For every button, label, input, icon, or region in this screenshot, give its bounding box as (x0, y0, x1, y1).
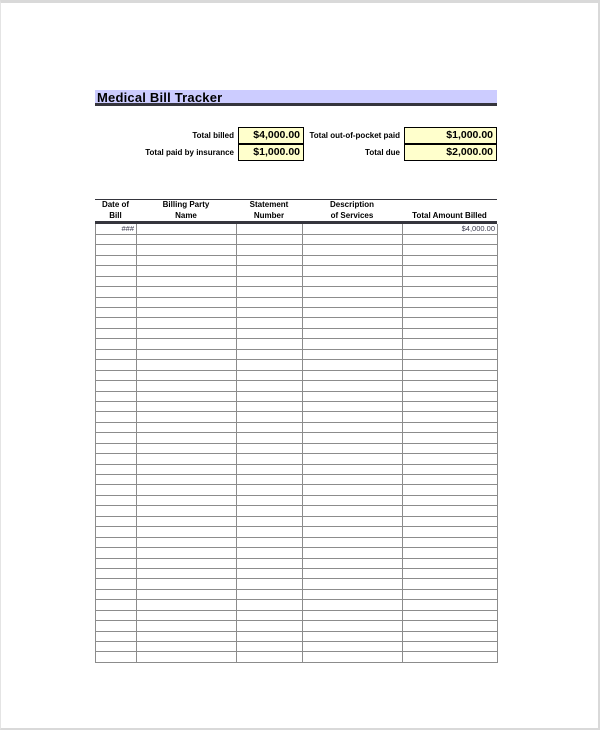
table-row-empty (96, 339, 498, 349)
table-row-empty (96, 328, 498, 338)
cell-description-of-services[interactable] (303, 516, 403, 526)
cell-statement-number[interactable] (237, 234, 303, 244)
table-row-empty (96, 652, 498, 662)
column-header-billing-party-name: Billing Party Name (162, 200, 210, 220)
cell-date-of-bill[interactable] (96, 558, 137, 568)
cell-billing-party-name[interactable] (137, 433, 237, 443)
cell-billing-party-name[interactable] (137, 224, 237, 234)
cell-description-of-services[interactable] (303, 631, 403, 641)
cell-date-of-bill[interactable] (96, 642, 137, 652)
cell-statement-number[interactable] (237, 245, 303, 255)
cell-date-of-bill[interactable] (96, 255, 137, 265)
cell-date-of-bill[interactable] (96, 589, 137, 599)
table-row-empty (96, 464, 498, 474)
cell-total-amount-billed[interactable] (403, 287, 498, 297)
cell-date-of-bill[interactable] (96, 381, 137, 391)
cell-date-of-bill[interactable] (96, 318, 137, 328)
cell-date-of-bill[interactable] (96, 475, 137, 485)
table-row-empty (96, 360, 498, 370)
cell-billing-party-name[interactable] (137, 579, 237, 589)
cell-statement-number[interactable] (237, 433, 303, 443)
cell-total-amount-billed[interactable] (403, 568, 498, 578)
total-billed-value[interactable]: $4,000.00 (238, 127, 304, 144)
cell-description-of-services[interactable] (303, 485, 403, 495)
cell-statement-number[interactable] (237, 495, 303, 505)
cell-billing-party-name[interactable] (137, 422, 237, 432)
cell-total-amount-billed[interactable] (403, 610, 498, 620)
table-row-empty (96, 308, 498, 318)
cell-description-of-services[interactable] (303, 308, 403, 318)
cell-date-of-bill[interactable] (96, 412, 137, 422)
cell-date-of-bill[interactable] (96, 506, 137, 516)
cell-statement-number[interactable] (237, 579, 303, 589)
cell-statement-number[interactable] (237, 475, 303, 485)
cell-date-of-bill[interactable] (96, 422, 137, 432)
cell-statement-number[interactable] (237, 349, 303, 359)
cell-date-of-bill[interactable] (96, 652, 137, 662)
cell-description-of-services[interactable] (303, 537, 403, 547)
summary-section (95, 127, 497, 161)
cell-billing-party-name[interactable] (137, 318, 237, 328)
table-row-empty (96, 287, 498, 297)
cell-total-amount-billed[interactable] (403, 443, 498, 453)
cell-statement-number[interactable] (237, 255, 303, 265)
cell-statement-number[interactable] (237, 568, 303, 578)
cell-billing-party-name[interactable] (137, 568, 237, 578)
table-row-empty (96, 579, 498, 589)
cell-billing-party-name[interactable] (137, 412, 237, 422)
cell-date-of-bill[interactable] (96, 328, 137, 338)
table-row-empty (96, 266, 498, 276)
cell-statement-number[interactable] (237, 548, 303, 558)
total-paid-by-insurance-label: Total paid by insurance (145, 148, 234, 157)
cell-total-amount-billed[interactable] (403, 328, 498, 338)
cell-description-of-services[interactable] (303, 318, 403, 328)
cell-statement-number[interactable] (237, 621, 303, 631)
cell-date-of-bill[interactable] (96, 370, 137, 380)
cell-date-of-bill[interactable] (96, 297, 137, 307)
cell-date-of-bill[interactable] (96, 631, 137, 641)
cell-statement-number[interactable] (237, 652, 303, 662)
cell-billing-party-name[interactable] (137, 245, 237, 255)
table-row-empty (96, 401, 498, 411)
cell-statement-number[interactable] (237, 381, 303, 391)
cell-total-amount-billed[interactable] (403, 475, 498, 485)
cell-date-of-bill[interactable] (96, 485, 137, 495)
cell-billing-party-name[interactable] (137, 475, 237, 485)
cell-billing-party-name[interactable] (137, 652, 237, 662)
table-row-empty (96, 391, 498, 401)
cell-description-of-services[interactable] (303, 245, 403, 255)
table-row-empty (96, 454, 498, 464)
total-due-label: Total due (365, 148, 400, 157)
cell-description-of-services[interactable] (303, 589, 403, 599)
cell-date-of-bill[interactable]: ### (96, 224, 137, 234)
cell-description-of-services[interactable] (303, 464, 403, 474)
cell-statement-number[interactable] (237, 516, 303, 526)
cell-statement-number[interactable] (237, 266, 303, 276)
cell-total-amount-billed[interactable] (403, 464, 498, 474)
table-row-empty (96, 422, 498, 432)
cell-billing-party-name[interactable] (137, 255, 237, 265)
cell-statement-number[interactable] (237, 318, 303, 328)
cell-total-amount-billed[interactable] (403, 391, 498, 401)
cell-billing-party-name[interactable] (137, 527, 237, 537)
cell-date-of-bill[interactable] (96, 579, 137, 589)
cell-description-of-services[interactable] (303, 339, 403, 349)
cell-date-of-bill[interactable] (96, 433, 137, 443)
cell-description-of-services[interactable] (303, 454, 403, 464)
cell-date-of-bill[interactable] (96, 443, 137, 453)
cell-total-amount-billed[interactable] (403, 516, 498, 526)
cell-description-of-services[interactable] (303, 579, 403, 589)
cell-description-of-services[interactable] (303, 276, 403, 286)
cell-date-of-bill[interactable] (96, 495, 137, 505)
table-row-empty (96, 370, 498, 380)
cell-total-amount-billed[interactable] (403, 276, 498, 286)
cell-total-amount-billed[interactable] (403, 642, 498, 652)
cell-description-of-services[interactable] (303, 475, 403, 485)
cell-date-of-bill[interactable] (96, 621, 137, 631)
cell-statement-number[interactable] (237, 600, 303, 610)
cell-billing-party-name[interactable] (137, 495, 237, 505)
cell-description-of-services[interactable] (303, 412, 403, 422)
cell-billing-party-name[interactable] (137, 621, 237, 631)
cell-total-amount-billed[interactable] (403, 589, 498, 599)
cell-billing-party-name[interactable] (137, 328, 237, 338)
cell-date-of-bill[interactable] (96, 454, 137, 464)
cell-billing-party-name[interactable] (137, 506, 237, 516)
table-row-empty (96, 558, 498, 568)
cell-date-of-bill[interactable] (96, 245, 137, 255)
total-paid-by-insurance-value[interactable]: $1,000.00 (238, 144, 304, 161)
column-header-date-of-bill: Date of Bill (101, 200, 130, 220)
cell-date-of-bill[interactable] (96, 401, 137, 411)
cell-total-amount-billed[interactable] (403, 454, 498, 464)
cell-billing-party-name[interactable] (137, 266, 237, 276)
cell-billing-party-name[interactable] (137, 443, 237, 453)
cell-billing-party-name[interactable] (137, 631, 237, 641)
cell-total-amount-billed[interactable] (403, 600, 498, 610)
cell-date-of-bill[interactable] (96, 600, 137, 610)
cell-description-of-services[interactable] (303, 255, 403, 265)
cell-total-amount-billed[interactable] (403, 558, 498, 568)
cell-billing-party-name[interactable] (137, 537, 237, 547)
cell-description-of-services[interactable] (303, 297, 403, 307)
cell-total-amount-billed[interactable] (403, 527, 498, 537)
cell-description-of-services[interactable] (303, 266, 403, 276)
table-row-empty (96, 381, 498, 391)
cell-statement-number[interactable] (237, 370, 303, 380)
table-row-empty (96, 475, 498, 485)
total-out-of-pocket-paid-value[interactable]: $1,000.00 (404, 127, 497, 144)
cell-description-of-services[interactable] (303, 610, 403, 620)
cell-statement-number[interactable] (237, 610, 303, 620)
cell-description-of-services[interactable] (303, 548, 403, 558)
column-header-statement-number: Statement Number (249, 200, 289, 220)
table-row-empty (96, 600, 498, 610)
cell-statement-number[interactable] (237, 276, 303, 286)
table-row-empty (96, 495, 498, 505)
cell-billing-party-name[interactable] (137, 360, 237, 370)
table-row-filled (96, 224, 498, 234)
cell-date-of-bill[interactable] (96, 308, 137, 318)
cell-statement-number[interactable] (237, 328, 303, 338)
cell-description-of-services[interactable] (303, 600, 403, 610)
cell-total-amount-billed[interactable] (403, 412, 498, 422)
cell-date-of-bill[interactable] (96, 266, 137, 276)
cell-total-amount-billed[interactable]: $4,000.00 (403, 224, 498, 234)
cell-billing-party-name[interactable] (137, 287, 237, 297)
cell-description-of-services[interactable] (303, 349, 403, 359)
cell-statement-number[interactable] (237, 297, 303, 307)
table-row-empty (96, 506, 498, 516)
sheet-content (95, 90, 497, 663)
cell-description-of-services[interactable] (303, 433, 403, 443)
table-row-empty (96, 642, 498, 652)
cell-description-of-services[interactable] (303, 234, 403, 244)
cell-statement-number[interactable] (237, 391, 303, 401)
cell-date-of-bill[interactable] (96, 360, 137, 370)
cell-total-amount-billed[interactable] (403, 652, 498, 662)
cell-statement-number[interactable] (237, 443, 303, 453)
cell-date-of-bill[interactable] (96, 548, 137, 558)
cell-statement-number[interactable] (237, 412, 303, 422)
table-row-empty (96, 631, 498, 641)
cell-date-of-bill[interactable] (96, 349, 137, 359)
cell-description-of-services[interactable] (303, 422, 403, 432)
cell-billing-party-name[interactable] (137, 464, 237, 474)
cell-total-amount-billed[interactable] (403, 297, 498, 307)
cell-total-amount-billed[interactable] (403, 370, 498, 380)
cell-statement-number[interactable] (237, 339, 303, 349)
cell-total-amount-billed[interactable] (403, 631, 498, 641)
cell-total-amount-billed[interactable] (403, 495, 498, 505)
cell-total-amount-billed[interactable] (403, 433, 498, 443)
cell-total-amount-billed[interactable] (403, 548, 498, 558)
cell-billing-party-name[interactable] (137, 391, 237, 401)
cell-billing-party-name[interactable] (137, 297, 237, 307)
cell-description-of-services[interactable] (303, 527, 403, 537)
cell-date-of-bill[interactable] (96, 276, 137, 286)
table-row-empty (96, 255, 498, 265)
table-row-empty (96, 568, 498, 578)
column-header-description-of-services: Description of Services (329, 200, 374, 220)
cell-total-amount-billed[interactable] (403, 485, 498, 495)
cell-statement-number[interactable] (237, 224, 303, 234)
cell-billing-party-name[interactable] (137, 589, 237, 599)
cell-total-amount-billed[interactable] (403, 422, 498, 432)
cell-date-of-bill[interactable] (96, 391, 137, 401)
cell-description-of-services[interactable] (303, 401, 403, 411)
cell-billing-party-name[interactable] (137, 308, 237, 318)
cell-description-of-services[interactable] (303, 328, 403, 338)
cell-statement-number[interactable] (237, 537, 303, 547)
table-row-empty (96, 516, 498, 526)
cell-billing-party-name[interactable] (137, 234, 237, 244)
cell-billing-party-name[interactable] (137, 339, 237, 349)
cell-description-of-services[interactable] (303, 381, 403, 391)
table-row-empty (96, 589, 498, 599)
table-row-empty (96, 548, 498, 558)
cell-total-amount-billed[interactable] (403, 308, 498, 318)
cell-total-amount-billed[interactable] (403, 349, 498, 359)
cell-statement-number[interactable] (237, 631, 303, 641)
cell-total-amount-billed[interactable] (403, 339, 498, 349)
cell-statement-number[interactable] (237, 287, 303, 297)
cell-date-of-bill[interactable] (96, 527, 137, 537)
cell-statement-number[interactable] (237, 506, 303, 516)
table-row-empty (96, 527, 498, 537)
cell-total-amount-billed[interactable] (403, 266, 498, 276)
cell-statement-number[interactable] (237, 527, 303, 537)
table-row-empty (96, 412, 498, 422)
cell-billing-party-name[interactable] (137, 548, 237, 558)
cell-description-of-services[interactable] (303, 360, 403, 370)
table-row-empty (96, 245, 498, 255)
cell-statement-number[interactable] (237, 642, 303, 652)
table-row-empty (96, 297, 498, 307)
cell-billing-party-name[interactable] (137, 558, 237, 568)
cell-total-amount-billed[interactable] (403, 360, 498, 370)
cell-billing-party-name[interactable] (137, 485, 237, 495)
cell-date-of-bill[interactable] (96, 610, 137, 620)
total-out-of-pocket-paid-label: Total out-of-pocket paid (309, 131, 400, 140)
cell-total-amount-billed[interactable] (403, 537, 498, 547)
cell-statement-number[interactable] (237, 308, 303, 318)
cell-description-of-services[interactable] (303, 558, 403, 568)
table-row-empty (96, 443, 498, 453)
table-row-empty (96, 234, 498, 244)
cell-description-of-services[interactable] (303, 224, 403, 234)
bills-table (95, 224, 498, 663)
cell-total-amount-billed[interactable] (403, 401, 498, 411)
cell-billing-party-name[interactable] (137, 276, 237, 286)
table-row-empty (96, 349, 498, 359)
bills-table-header (95, 199, 497, 224)
cell-billing-party-name[interactable] (137, 610, 237, 620)
cell-description-of-services[interactable] (303, 495, 403, 505)
cell-description-of-services[interactable] (303, 370, 403, 380)
cell-description-of-services[interactable] (303, 443, 403, 453)
cell-description-of-services[interactable] (303, 621, 403, 631)
total-due-value[interactable]: $2,000.00 (404, 144, 497, 161)
cell-description-of-services[interactable] (303, 642, 403, 652)
cell-total-amount-billed[interactable] (403, 255, 498, 265)
table-row-empty (96, 433, 498, 443)
cell-total-amount-billed[interactable] (403, 318, 498, 328)
cell-total-amount-billed[interactable] (403, 234, 498, 244)
cell-total-amount-billed[interactable] (403, 381, 498, 391)
table-row-empty (96, 621, 498, 631)
cell-date-of-bill[interactable] (96, 516, 137, 526)
cell-total-amount-billed[interactable] (403, 621, 498, 631)
cell-billing-party-name[interactable] (137, 381, 237, 391)
cell-statement-number[interactable] (237, 485, 303, 495)
table-row-empty (96, 485, 498, 495)
cell-date-of-bill[interactable] (96, 287, 137, 297)
cell-statement-number[interactable] (237, 454, 303, 464)
cell-statement-number[interactable] (237, 401, 303, 411)
total-billed-label: Total billed (192, 131, 234, 140)
cell-date-of-bill[interactable] (96, 537, 137, 547)
cell-billing-party-name[interactable] (137, 516, 237, 526)
cell-date-of-bill[interactable] (96, 234, 137, 244)
cell-description-of-services[interactable] (303, 568, 403, 578)
table-row-empty (96, 610, 498, 620)
cell-date-of-bill[interactable] (96, 568, 137, 578)
bills-table-body (96, 224, 498, 662)
cell-billing-party-name[interactable] (137, 349, 237, 359)
cell-statement-number[interactable] (237, 360, 303, 370)
cell-total-amount-billed[interactable] (403, 579, 498, 589)
cell-description-of-services[interactable] (303, 506, 403, 516)
cell-billing-party-name[interactable] (137, 370, 237, 380)
cell-billing-party-name[interactable] (137, 401, 237, 411)
cell-description-of-services[interactable] (303, 652, 403, 662)
cell-statement-number[interactable] (237, 558, 303, 568)
cell-date-of-bill[interactable] (96, 464, 137, 474)
table-row-empty (96, 537, 498, 547)
cell-total-amount-billed[interactable] (403, 506, 498, 516)
cell-billing-party-name[interactable] (137, 600, 237, 610)
page-title: Medical Bill Tracker (95, 90, 497, 106)
cell-description-of-services[interactable] (303, 287, 403, 297)
cell-date-of-bill[interactable] (96, 339, 137, 349)
cell-billing-party-name[interactable] (137, 454, 237, 464)
cell-statement-number[interactable] (237, 589, 303, 599)
cell-description-of-services[interactable] (303, 391, 403, 401)
cell-total-amount-billed[interactable] (403, 245, 498, 255)
table-row-empty (96, 276, 498, 286)
cell-billing-party-name[interactable] (137, 642, 237, 652)
column-header-total-amount-billed: Total Amount Billed (412, 210, 487, 220)
cell-statement-number[interactable] (237, 422, 303, 432)
table-row-empty (96, 318, 498, 328)
cell-statement-number[interactable] (237, 464, 303, 474)
